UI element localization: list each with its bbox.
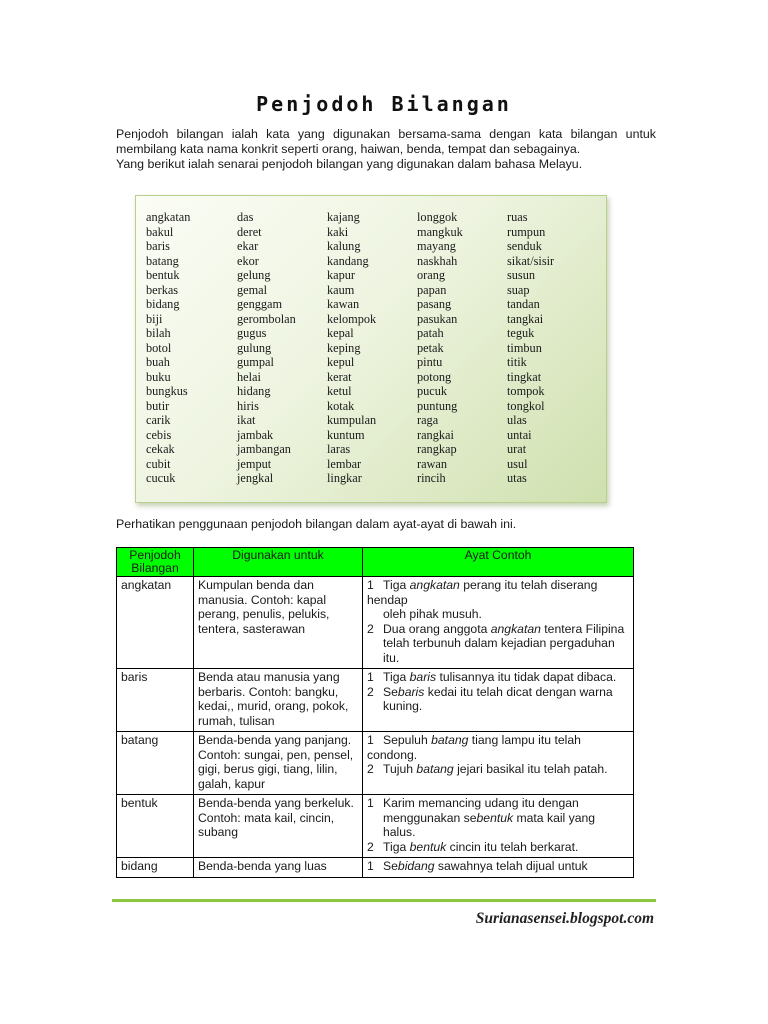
word-item: raga: [417, 413, 439, 427]
word-item: rangkai: [417, 427, 454, 442]
word-item: gumpal: [237, 355, 274, 369]
word-item: papan: [417, 282, 447, 297]
word-item: kandang: [327, 253, 369, 268]
example-highlight: baris: [397, 684, 425, 699]
word-item: kepal: [327, 326, 354, 340]
example-sentence: 1 Sepuluh batang tiang lampu itu telah condong.: [367, 733, 581, 762]
cell-usage: Benda-benda yang panjang. Contoh: sungai, pen, pensel, gigi, berus gigi, tiang, lilin, galah, kapur: [194, 732, 363, 795]
word-item: tongkol: [507, 398, 545, 413]
word-item: bilah: [146, 326, 171, 340]
example-highlight: angkatan: [409, 578, 460, 592]
word-item: bungkus: [146, 384, 188, 398]
word-item: bakul: [146, 224, 174, 239]
example-continuation: oleh pihak musuh.: [383, 607, 482, 621]
cell-examples: [363, 669, 634, 732]
example-sentence: 2 Tujuh batang jejari basikal itu telah patah.: [367, 762, 608, 776]
cell-examples: [363, 795, 634, 858]
word-item: senduk: [507, 239, 542, 253]
example-number: 2: [367, 684, 374, 699]
word-column-3: [327, 210, 417, 486]
table-row: [117, 577, 634, 669]
word-item: gulung: [237, 340, 272, 355]
word-item: gemal: [237, 282, 268, 297]
example-number: 1: [367, 578, 374, 592]
example-number: 2: [367, 839, 374, 854]
word-item: timbun: [507, 340, 542, 355]
example-highlight: bentuk: [476, 810, 514, 825]
cell-examples: [363, 858, 634, 878]
word-item: cebis: [146, 427, 172, 442]
word-item: berkas: [146, 282, 179, 297]
intro-text: [116, 127, 656, 172]
word-item: kepul: [327, 355, 355, 369]
word-column-2: [237, 210, 327, 486]
word-item: ikat: [237, 413, 256, 427]
word-item: kumpulan: [327, 413, 377, 427]
word-item: cubit: [146, 456, 171, 471]
example-sentence: menggunakan sebentuk mata kail yang halus.: [383, 810, 596, 839]
example-sentence: 1 Sebidang sawahnya telah dijual untuk: [367, 859, 588, 873]
word-item: buku: [146, 369, 171, 384]
header-digunakan: Digunakan untuk: [194, 548, 363, 577]
word-item: jengkal: [237, 471, 274, 485]
word-column-1: [146, 210, 236, 486]
word-item: rawan: [417, 456, 448, 471]
cell-usage: Benda-benda yang berkeluk. Contoh: mata kail, cincin, subang: [194, 795, 363, 858]
word-item: kaum: [327, 282, 355, 297]
word-item: pasukan: [417, 311, 458, 326]
word-item: rumpun: [507, 224, 546, 239]
cell-penjodoh: batang: [117, 732, 194, 795]
word-item: kajang: [327, 210, 360, 224]
intro-paragraph-2: Yang berikut ialah senarai penjodoh bilangan yang digunakan dalam bahasa Melayu.: [116, 157, 583, 171]
word-item: ketul: [327, 384, 352, 398]
word-item: butir: [146, 398, 170, 413]
cell-penjodoh: bentuk: [117, 795, 194, 858]
word-item: keping: [327, 340, 361, 355]
word-item: susun: [507, 268, 536, 282]
cell-examples: [363, 732, 634, 795]
word-item: tandan: [507, 297, 540, 311]
word-item: untai: [507, 427, 532, 442]
word-item: genggam: [237, 297, 283, 311]
word-item: jambangan: [237, 442, 291, 456]
usage-table: [116, 547, 634, 878]
example-number: 1: [367, 733, 374, 747]
word-item: suap: [507, 282, 530, 297]
word-item: cucuk: [146, 471, 176, 485]
word-item: lembar: [327, 456, 362, 471]
cell-usage: Benda-benda yang luas: [194, 858, 363, 878]
word-item: rangkap: [417, 442, 457, 456]
word-item: bidang: [146, 297, 180, 311]
word-item: laras: [327, 442, 351, 456]
word-item: longgok: [417, 210, 458, 224]
word-item: utas: [507, 471, 527, 485]
cell-examples: [363, 577, 634, 669]
word-item: jambak: [237, 427, 274, 442]
example-number: 1: [367, 670, 374, 684]
word-item: pucuk: [417, 384, 448, 398]
word-item: carik: [146, 413, 171, 427]
example-number: 1: [367, 796, 374, 810]
word-item: ekar: [237, 239, 259, 253]
example-highlight: batang: [431, 733, 469, 747]
example-sentence: 2 Sebaris kedai itu telah dicat dengan warna: [367, 684, 613, 699]
word-item: tompok: [507, 384, 545, 398]
page-title: Penjodoh Bilangan: [256, 92, 512, 116]
word-item: naskhah: [417, 253, 458, 268]
example-sentence: 2 Tiga bentuk cincin itu telah berkarat.: [367, 839, 579, 854]
table-row: [117, 858, 634, 878]
example-highlight: bentuk: [409, 839, 447, 854]
example-highlight: bidang: [397, 859, 435, 873]
example-sentence: 1 Tiga angkatan perang itu telah diserang hendap: [367, 578, 598, 607]
word-item: kawan: [327, 297, 360, 311]
word-item: deret: [237, 224, 262, 239]
example-highlight: baris: [409, 670, 437, 684]
example-sentence: 1 Karim memancing udang itu dengan: [367, 796, 579, 810]
word-item: ulas: [507, 413, 527, 427]
word-item: hidang: [237, 384, 271, 398]
example-highlight: batang: [416, 762, 454, 776]
word-item: pasang: [417, 297, 452, 311]
table-row: [117, 669, 634, 732]
cell-penjodoh: angkatan: [117, 577, 194, 669]
word-item: biji: [146, 311, 163, 326]
word-item: buah: [146, 355, 170, 369]
word-item: angkatan: [146, 210, 191, 224]
table-row: [117, 795, 634, 858]
example-highlight: angkatan: [490, 621, 541, 636]
header-penjodoh: Penjodoh Bilangan: [117, 548, 194, 577]
footer-site: Surianasensei.blogspot.com: [475, 910, 654, 927]
word-item: lingkar: [327, 471, 362, 485]
word-item: kaki: [327, 224, 349, 239]
usage-note: Perhatikan penggunaan penjodoh bilangan dalam ayat-ayat di bawah ini.: [116, 517, 517, 531]
word-item: usul: [507, 456, 528, 471]
word-item: mangkuk: [417, 224, 463, 239]
cell-penjodoh: bidang: [117, 858, 194, 878]
word-item: batang: [146, 253, 179, 268]
word-item: gerombolan: [237, 311, 296, 326]
word-item: bentuk: [146, 268, 180, 282]
example-continuation: telah terbunuh dalam kejadian pergaduhan itu.: [383, 636, 615, 665]
word-column-4: [417, 210, 507, 486]
table-row: [117, 732, 634, 795]
word-item: potong: [417, 369, 452, 384]
word-item: botol: [146, 340, 172, 355]
word-item: petak: [417, 340, 444, 355]
word-list-box: [135, 195, 607, 503]
word-item: titik: [507, 355, 527, 369]
word-item: jemput: [237, 456, 272, 471]
word-item: baris: [146, 239, 170, 253]
word-item: mayang: [417, 239, 456, 253]
example-sentence: 1 Tiga baris tulisannya itu tidak dapat dibaca.: [367, 670, 617, 684]
table-header-row: [117, 548, 634, 577]
footer-divider: [112, 899, 656, 902]
cell-usage: Kumpulan benda dan manusia. Contoh: kapal perang, penulis, pelukis, tentera, sasterawan: [194, 577, 363, 669]
word-item: patah: [417, 326, 444, 340]
word-item: kotak: [327, 398, 355, 413]
cell-usage: Benda atau manusia yang berbaris. Contoh: bangku, kedai,, murid, orang, pokok, rumah, tulisan: [194, 669, 363, 732]
word-item: pintu: [417, 355, 443, 369]
example-sentence: 2 Dua orang anggota angkatan tentera Filipina: [367, 621, 625, 636]
word-item: kerat: [327, 369, 352, 384]
word-item: ekor: [237, 253, 259, 268]
word-item: cekak: [146, 442, 175, 456]
example-number: 2: [367, 621, 374, 636]
word-item: kalung: [327, 239, 361, 253]
word-item: gugus: [237, 326, 267, 340]
word-item: sikat/sisir: [507, 253, 555, 268]
word-item: hiris: [237, 398, 259, 413]
word-item: urat: [507, 442, 527, 456]
header-ayat: Ayat Contoh: [363, 548, 634, 577]
word-item: puntung: [417, 398, 458, 413]
table-body: [117, 577, 634, 878]
example-number: 2: [367, 762, 374, 776]
word-item: tangkai: [507, 311, 544, 326]
word-item: orang: [417, 268, 445, 282]
word-item: rincih: [417, 471, 446, 485]
example-number: 1: [367, 859, 374, 873]
word-item: kuntum: [327, 427, 365, 442]
word-item: gelung: [237, 268, 271, 282]
word-item: das: [237, 210, 254, 224]
example-continuation: kuning.: [383, 699, 423, 713]
word-item: kapur: [327, 268, 355, 282]
intro-paragraph-1: Penjodoh bilangan ialah kata yang digunakan bersama-sama dengan kata bilangan untuk membilang kata nama konkrit seperti orang, haiwan, benda, tempat dan sebagainya.: [116, 127, 656, 156]
word-item: helai: [237, 369, 261, 384]
word-column-5: [507, 210, 597, 486]
word-item: ruas: [507, 210, 528, 224]
word-item: tingkat: [507, 369, 542, 384]
word-item: teguk: [507, 326, 535, 340]
word-item: kelompok: [327, 311, 377, 326]
cell-penjodoh: baris: [117, 669, 194, 732]
